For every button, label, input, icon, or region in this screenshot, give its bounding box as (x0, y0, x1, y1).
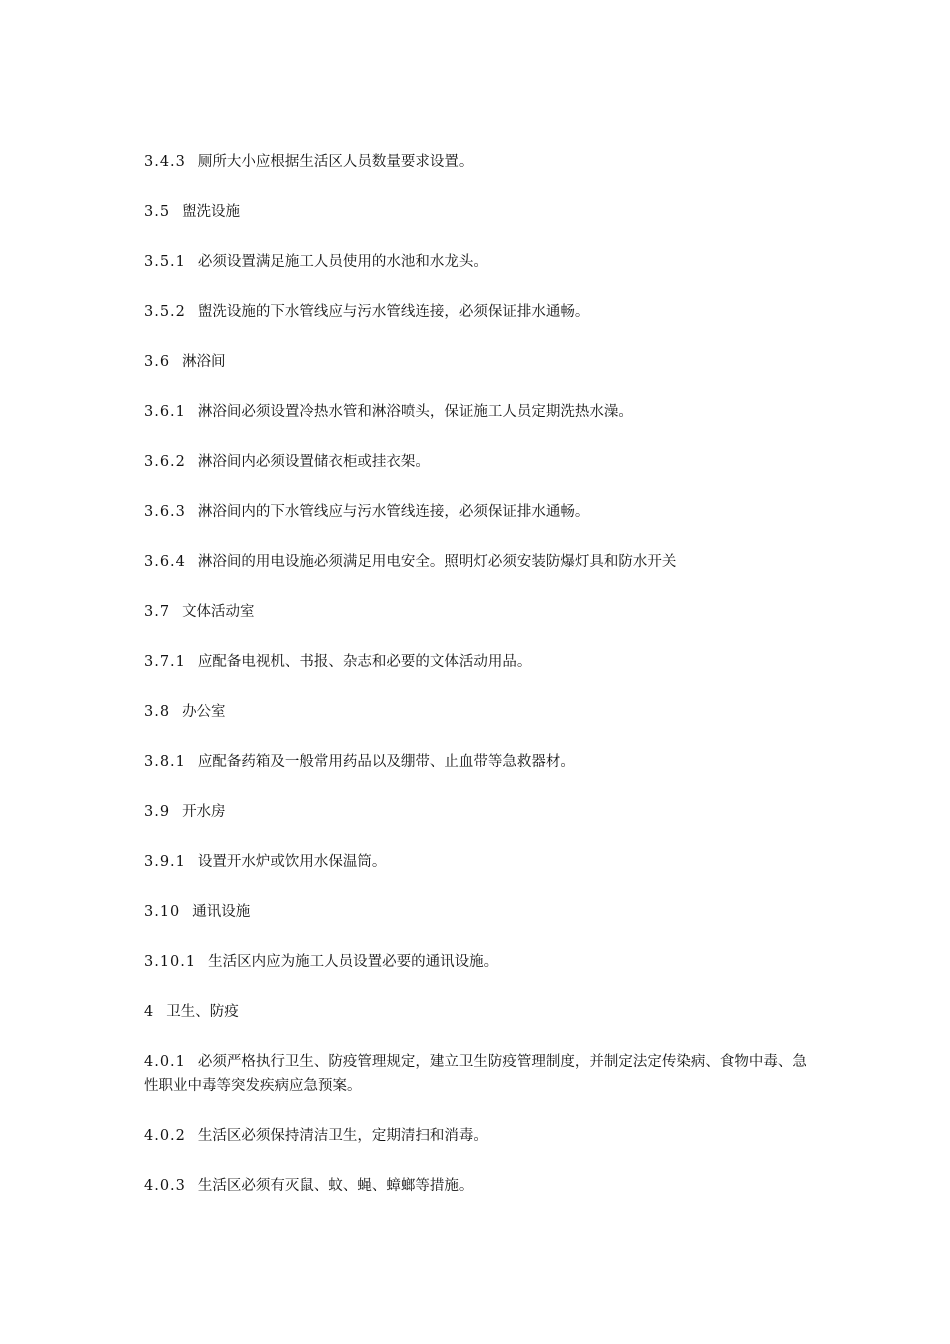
clause-3-6-1 (144, 400, 814, 424)
clause-number: 3.5.2 (144, 304, 186, 320)
section-title: 通讯设施 (192, 904, 251, 920)
clause-3-6-2 (144, 450, 814, 474)
section-title: 办公室 (182, 704, 226, 720)
section-3-8 (144, 700, 814, 724)
section-3-5 (144, 200, 814, 224)
clause-text: 生活区内应为施工人员设置必要的通讯设施。 (208, 954, 499, 970)
section-title: 文体活动室 (182, 604, 255, 620)
clause-number: 3.6.2 (144, 454, 186, 470)
clause-3-5-2 (144, 300, 814, 324)
section-3-9 (144, 800, 814, 824)
clause-text: 应配备药箱及一般常用药品以及绷带、止血带等急救器材。 (197, 754, 575, 770)
clause-3-10-1 (144, 950, 814, 974)
clause-number: 3.4.3 (144, 154, 186, 170)
clause-text: 淋浴间内必须设置储衣柜或挂衣架。 (197, 454, 430, 470)
chapter-number: 4 (144, 1004, 155, 1020)
section-title: 淋浴间 (182, 354, 226, 370)
section-3-7 (144, 600, 814, 624)
clause-3-6-3 (144, 500, 814, 524)
clause-number: 3.8.1 (144, 754, 186, 770)
chapter-4 (144, 1000, 814, 1024)
document-body (144, 150, 814, 1224)
section-number: 3.6 (144, 354, 171, 370)
clause-text: 设置开水炉或饮用水保温筒。 (197, 854, 387, 870)
clause-3-6-4 (144, 550, 814, 574)
clause-number: 3.6.4 (144, 554, 186, 570)
clause-number: 4.0.1 (144, 1054, 186, 1070)
clause-text: 淋浴间必须设置冷热水管和淋浴喷头，保证施工人员定期洗热水澡。 (197, 404, 633, 420)
clause-number: 3.6.3 (144, 504, 186, 520)
clause-number: 3.9.1 (144, 854, 186, 870)
chapter-title: 卫生、防疫 (166, 1004, 239, 1020)
section-number: 3.8 (144, 704, 171, 720)
clause-text: 盥洗设施的下水管线应与污水管线连接，必须保证排水通畅。 (197, 304, 590, 320)
clause-text: 厕所大小应根据生活区人员数量要求设置。 (197, 154, 474, 170)
clause-text: 生活区必须保持清洁卫生，定期清扫和消毒。 (197, 1128, 488, 1144)
clause-3-4-3 (144, 150, 814, 174)
clause-3-9-1 (144, 850, 814, 874)
clause-text: 淋浴间内的下水管线应与污水管线连接，必须保证排水通畅。 (197, 504, 590, 520)
clause-text: 应配备电视机、书报、杂志和必要的文体活动用品。 (197, 654, 532, 670)
clause-4-0-3 (144, 1174, 814, 1198)
clause-text: 生活区必须有灭鼠、蚊、蝇、蟑螂等措施。 (197, 1178, 474, 1194)
clause-3-8-1 (144, 750, 814, 774)
section-number: 3.9 (144, 804, 171, 820)
clause-number: 3.6.1 (144, 404, 186, 420)
clause-text: 淋浴间的用电设施必须满足用电安全。照明灯必须安装防爆灯具和防水开关 (197, 554, 677, 570)
clause-number: 3.7.1 (144, 654, 186, 670)
section-3-6 (144, 350, 814, 374)
clause-number: 4.0.2 (144, 1128, 186, 1144)
clause-number: 4.0.3 (144, 1178, 186, 1194)
clause-number: 3.5.1 (144, 254, 186, 270)
section-3-10 (144, 900, 814, 924)
clause-text: 必须设置满足施工人员使用的水池和水龙头。 (197, 254, 488, 270)
section-title: 盥洗设施 (182, 204, 241, 220)
section-number: 3.7 (144, 604, 171, 620)
clause-3-7-1 (144, 650, 814, 674)
clause-3-5-1 (144, 250, 814, 274)
clause-text: 必须严格执行卫生、防疫管理规定，建立卫生防疫管理制度，并制定法定传染病、食物中毒、急性职业中毒等突发疾病应急预案。 (144, 1054, 807, 1094)
clause-number: 3.10.1 (144, 954, 197, 970)
clause-4-0-1 (144, 1050, 814, 1098)
section-title: 开水房 (182, 804, 226, 820)
section-number: 3.5 (144, 204, 171, 220)
section-number: 3.10 (144, 904, 181, 920)
clause-4-0-2 (144, 1124, 814, 1148)
